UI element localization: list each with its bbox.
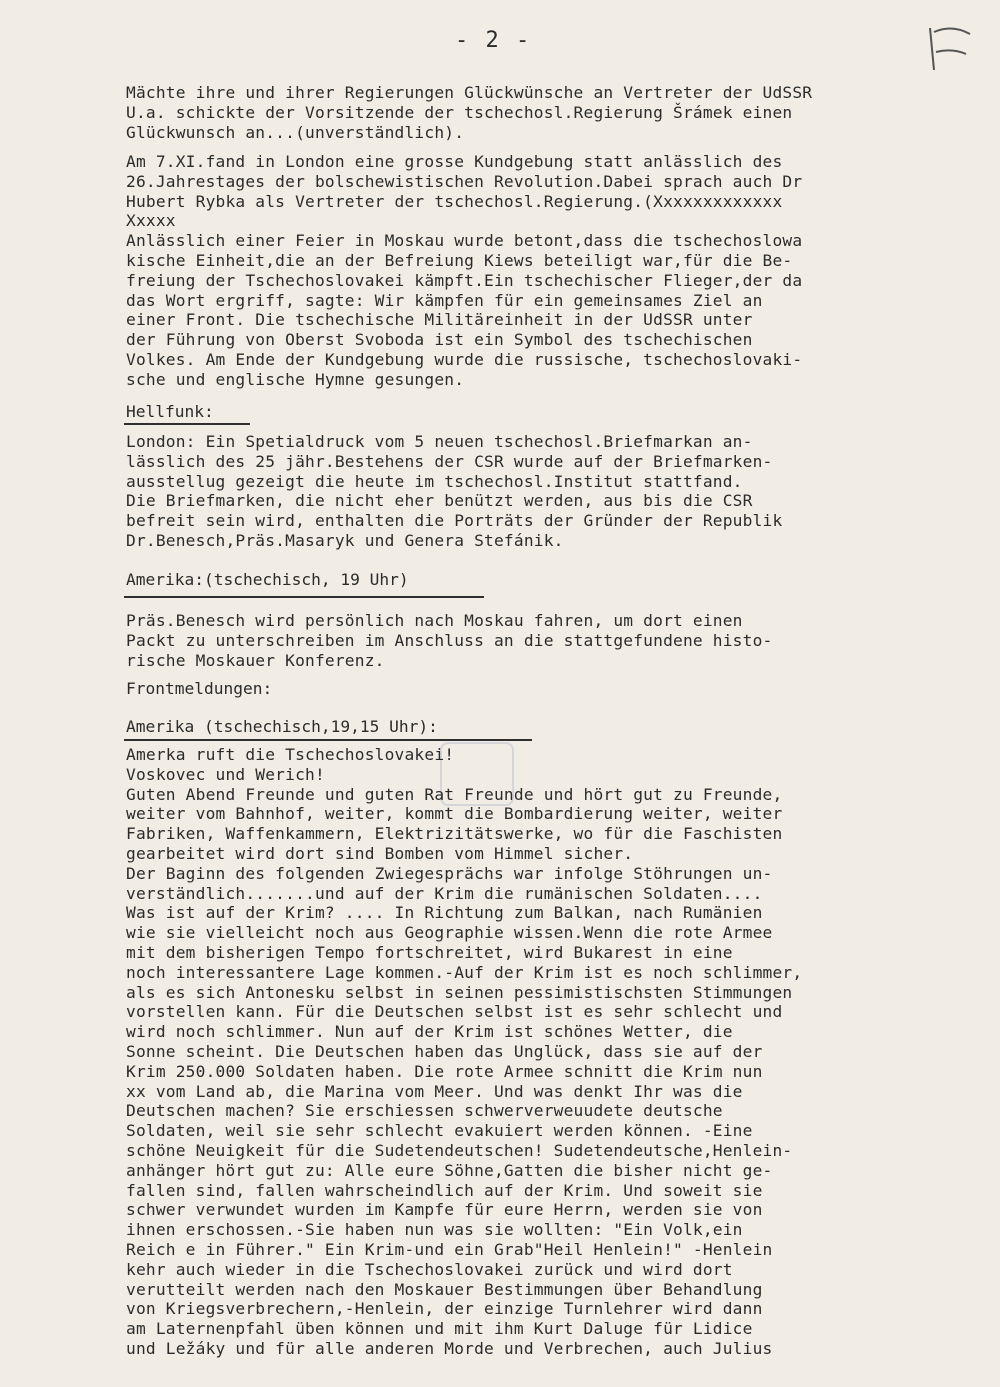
text-line: freiung der Tschechoslovakei kämpft.Ein tschechischer Flieger,der da xyxy=(126,270,803,290)
paragraph-2 xyxy=(126,152,956,390)
text-line: vorstellen kann. Für die Deutschen selbst ist es sehr schlecht und xyxy=(126,1002,783,1022)
text-line: Soldaten, weil sie sehr schlecht evakuiert werden können. -Eine xyxy=(126,1121,753,1141)
text-line: Der Baginn des folgenden Zwiegesprächs war infolge Stöhrungen un- xyxy=(126,863,773,883)
text-line: Amerka ruft die Tschechoslovakei! xyxy=(126,745,455,764)
text-line: sche und englische Hymne gesungen. xyxy=(126,369,465,389)
text-line: Deutschen machen? Sie erschiessen schwerverweuudete deutsche xyxy=(126,1101,723,1121)
text-line: das Wort ergriff, sagte: Wir kämpfen für ein gemeinsames Ziel an xyxy=(126,290,763,310)
paragraph-4 xyxy=(126,611,956,670)
text-line: Reich e in Führer." Ein Krim-und ein Grab"Heil Henlein!" -Henlein xyxy=(126,1239,773,1259)
paragraph-5 xyxy=(126,745,956,1359)
section-heading-frontmeldungen: Frontmeldungen: xyxy=(126,679,273,698)
text-line: U.a. schickte der Vorsitzende der tschechosl.Regierung Šrámek einen xyxy=(126,102,793,122)
text-line: Was ist auf der Krim? .... In Richtung zum Balkan, nach Rumänien xyxy=(126,903,763,923)
text-line: fallen sind, fallen wahrscheindlich auf der Krim. Und soweit sie xyxy=(126,1180,763,1200)
section-heading-amerika-19: Amerika:(tschechisch, 19 Uhr) xyxy=(126,570,409,589)
text-line: und Ležáky und für alle anderen Morde und Verbrechen, auch Julius xyxy=(126,1338,773,1358)
text-line: Hubert Rybka als Vertreter der tschechosl.Regierung.(Xxxxxxxxxxxxx xyxy=(126,191,783,211)
text-line: Dr.Benesch,Präs.Masaryk und Genera Stefánik. xyxy=(126,530,564,550)
text-line: befreit sein wird, enthalten die Porträts der Gründer der Republik xyxy=(126,511,783,531)
text-line: ihnen erschossen.-Sie haben nun was sie wollten: "Ein Volk,ein xyxy=(126,1220,743,1240)
text-line: Sonne scheint. Die Deutschen haben das Unglück, dass sie auf der xyxy=(126,1041,763,1061)
text-line: weiter vom Bahnhof, weiter, kommt die Bombardierung weiter, weiter xyxy=(126,804,783,824)
paragraph-3 xyxy=(126,432,956,551)
text-line: schwer verwundet wurden im Kampfe für eure Herrn, werden sie von xyxy=(126,1200,763,1220)
paragraph-1 xyxy=(126,83,956,142)
text-line: der Führung von Oberst Svoboda ist ein Symbol des tschechischen xyxy=(126,330,753,350)
heading-underline xyxy=(124,739,532,741)
text-line: Voskovec und Werich! xyxy=(126,764,325,784)
text-line: schöne Neuigkeit für die Sudetendeutschen! Sudetendeutsche,Henlein- xyxy=(126,1140,793,1160)
text-line: Xxxxx xyxy=(126,211,176,231)
text-line: von Kriegsverbrechern,-Henlein, der einzige Turnlehrer wird dann xyxy=(126,1299,763,1319)
text-line: Krim 250.000 Soldaten haben. Die rote Armee schnitt die Krim nun xyxy=(126,1061,763,1081)
text-line: ausstellug gezeigt die heute im tschechosl.Institut stattfand. xyxy=(126,471,743,491)
text-line: xx vom Land ab, die Marina vom Meer. Und was denkt Ihr was die xyxy=(126,1081,743,1101)
text-line: Fabriken, Waffenkammern, Elektrizitätswerke, wo für die Faschisten xyxy=(126,824,783,844)
text-line: kehr auch wieder in die Tschechoslovakei zurück und wird dort xyxy=(126,1259,733,1279)
text-line: London: Ein Spetialdruck vom 5 neuen tschechosl.Briefmarkan an- xyxy=(126,432,753,451)
text-line: Mächte ihre und ihrer Regierungen Glückwünsche an Vertreter der UdSSR xyxy=(126,83,813,102)
text-line: wird noch schlimmer. Nun auf der Krim ist schönes Wetter, die xyxy=(126,1022,733,1042)
text-line: gearbeitet wird dort sind Bomben vom Himmel sicher. xyxy=(126,843,634,863)
text-line: verutteilt werden nach den Moskauer Bestimmungen über Behandlung xyxy=(126,1279,763,1299)
text-line: kische Einheit,die an der Befreiung Kiews beteiligt war,für die Be- xyxy=(126,250,793,270)
text-line: Glückwunsch an...(unverständlich). xyxy=(126,122,465,142)
text-line: verständlich.......und auf der Krim die rumänischen Soldaten.... xyxy=(126,883,763,903)
text-line: Präs.Benesch wird persönlich nach Moskau fahren, um dort einen xyxy=(126,611,743,630)
text-line: 26.Jahrestages der bolschewistischen Revolution.Dabei sprach auch Dr xyxy=(126,171,803,191)
section-heading-amerika-1915: Amerika (tschechisch,19,15 Uhr): xyxy=(126,717,438,736)
text-line: wie sie vielleicht noch aus Geographie wissen.Wenn die rote Armee xyxy=(126,923,773,943)
section-heading-hellfunk: Hellfunk: xyxy=(126,402,214,421)
text-line: Anlässlich einer Feier in Moskau wurde betont,dass die tschechoslowa xyxy=(126,231,803,251)
handwritten-mark-icon xyxy=(922,20,982,80)
heading-underline xyxy=(124,423,250,425)
text-line: Volkes. Am Ende der Kundgebung wurde die russische, tschechoslovaki- xyxy=(126,349,803,369)
text-line: rische Moskauer Konferenz. xyxy=(126,650,385,670)
text-line: lässlich des 25 jähr.Bestehens der CSR wurde auf der Briefmarken- xyxy=(126,451,773,471)
page-number: - 2 - xyxy=(455,28,532,53)
text-line: Guten Abend Freunde und guten Rat Freunde und hört gut zu Freunde, xyxy=(126,784,783,804)
text-line: mit dem bisherigen Tempo fortschreitet, wird Bukarest in eine xyxy=(126,942,733,962)
text-line: anhänger hört gut zu: Alle eure Söhne,Gatten die bisher nicht ge- xyxy=(126,1160,773,1180)
text-line: einer Front. Die tschechische Militäreinheit in der UdSSR unter xyxy=(126,310,753,330)
heading-underline xyxy=(124,596,484,598)
text-line: Packt zu unterschreiben im Anschluss an die stattgefundene histo- xyxy=(126,630,773,650)
text-line: Die Briefmarken, die nicht eher benützt werden, aus bis die CSR xyxy=(126,491,753,511)
text-line: am Laternenpfahl üben können und mit ihm Kurt Daluge für Lidice xyxy=(126,1319,753,1339)
text-line: als es sich Antonesku selbst in seinen pessimistischsten Stimmungen xyxy=(126,982,793,1002)
text-line: Am 7.XI.fand in London eine grosse Kundgebung statt anlässlich des xyxy=(126,152,783,171)
text-line: noch interessantere Lage kommen.-Auf der Krim ist es noch schlimmer, xyxy=(126,962,803,982)
